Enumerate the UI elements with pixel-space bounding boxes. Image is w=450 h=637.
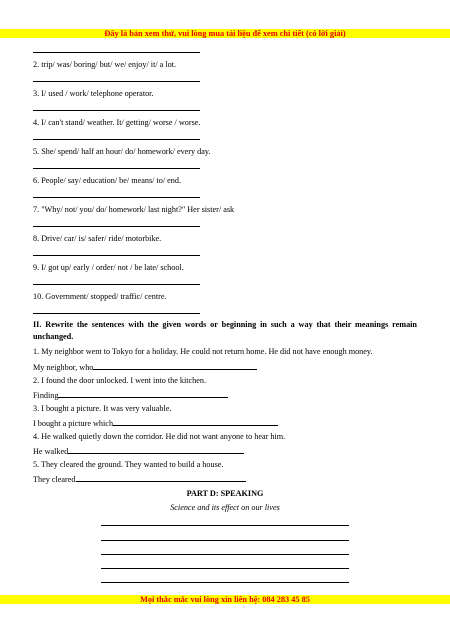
contact-notice-banner: [0, 595, 450, 604]
answer-line: [33, 52, 200, 53]
exercise-item: 3. I/ used / work/ telephone operator.: [33, 89, 154, 98]
answer-line: [33, 226, 200, 227]
part-d-subtitle: Science and its effect on our lives: [170, 503, 280, 512]
rewrite-sentence: 3. I bought a picture. It was very valuable.: [33, 404, 172, 413]
exercise-item: 6. People/ say/ education/ be/ means/ to/ end.: [33, 176, 182, 185]
exercise-item: 5. She/ spend/ half an hour/ do/ homework/ every day.: [33, 147, 211, 156]
rewrite-start: My neighbor, who: [33, 363, 94, 372]
speaking-answer-line: [101, 554, 349, 555]
rewrite-start: He walked: [33, 447, 69, 456]
fill-in-blank: [76, 474, 246, 482]
preview-notice-banner: [0, 29, 450, 38]
contact-notice-text: Mọi thắc mắc vui lòng xin liên hệ: 084 283 45 85: [140, 595, 310, 604]
fill-in-blank: [113, 418, 278, 426]
answer-line: [33, 168, 200, 169]
rewrite-answer-row: [33, 418, 278, 429]
section-heading: II. Rewrite the sentences with the given words or beginning in such a way that their meanings remain unchanged.: [33, 320, 417, 341]
exercise-item: 7. "Why/ not/ you/ do/ homework/ last night?" Her sister/ ask: [33, 205, 235, 214]
answer-line: [33, 81, 200, 82]
rewrite-answer-row: [33, 362, 257, 373]
exercise-item: 10. Government/ stopped/ traffic/ centre.: [33, 292, 167, 301]
rewrite-sentence: 2. I found the door unlocked. I went into the kitchen.: [33, 376, 207, 385]
answer-line: [33, 313, 200, 314]
rewrite-start: I bought a picture which: [33, 419, 114, 428]
speaking-answer-line: [101, 540, 349, 541]
preview-notice-text: Đây là bản xem thử, vui lòng mua tài liệu để xem chi tiết (có lời giải): [104, 29, 346, 38]
answer-line: [33, 284, 200, 285]
rewrite-start: Finding: [33, 391, 59, 400]
answer-line: [33, 110, 200, 111]
exercise-item: 2. trip/ was/ boring/ but/ we/ enjoy/ it/ a lot.: [33, 60, 177, 69]
rewrite-start: They cleared: [33, 475, 76, 484]
rewrite-sentence: 5. They cleared the ground. They wanted to build a house.: [33, 460, 224, 469]
rewrite-sentence: 1. My neighbor went to Tokyo for a holiday. He could not return home. He did not have enough money.: [33, 347, 373, 356]
speaking-answer-line: [101, 525, 349, 526]
exercise-item: 8. Drive/ car/ is/ safer/ ride/ motorbike.: [33, 234, 162, 243]
fill-in-blank: [68, 446, 244, 454]
fill-in-blank: [58, 390, 228, 398]
exercise-item: 4. I/ can't stand/ weather. It/ getting/ worse / worse.: [33, 118, 201, 127]
speaking-answer-line: [101, 568, 349, 569]
rewrite-answer-row: [33, 446, 244, 457]
answer-line: [33, 139, 200, 140]
answer-line: [33, 255, 200, 256]
exercise-item: 9. I/ got up/ early / order/ not / be late/ school.: [33, 263, 184, 272]
part-d-title: PART D: SPEAKING: [186, 489, 264, 498]
rewrite-sentence: 4. He walked quietly down the corridor. He did not want anyone to hear him.: [33, 432, 286, 441]
fill-in-blank: [93, 362, 257, 370]
speaking-answer-line: [101, 582, 349, 583]
rewrite-answer-row: [33, 390, 228, 401]
answer-line: [33, 197, 200, 198]
rewrite-answer-row: [33, 474, 246, 485]
